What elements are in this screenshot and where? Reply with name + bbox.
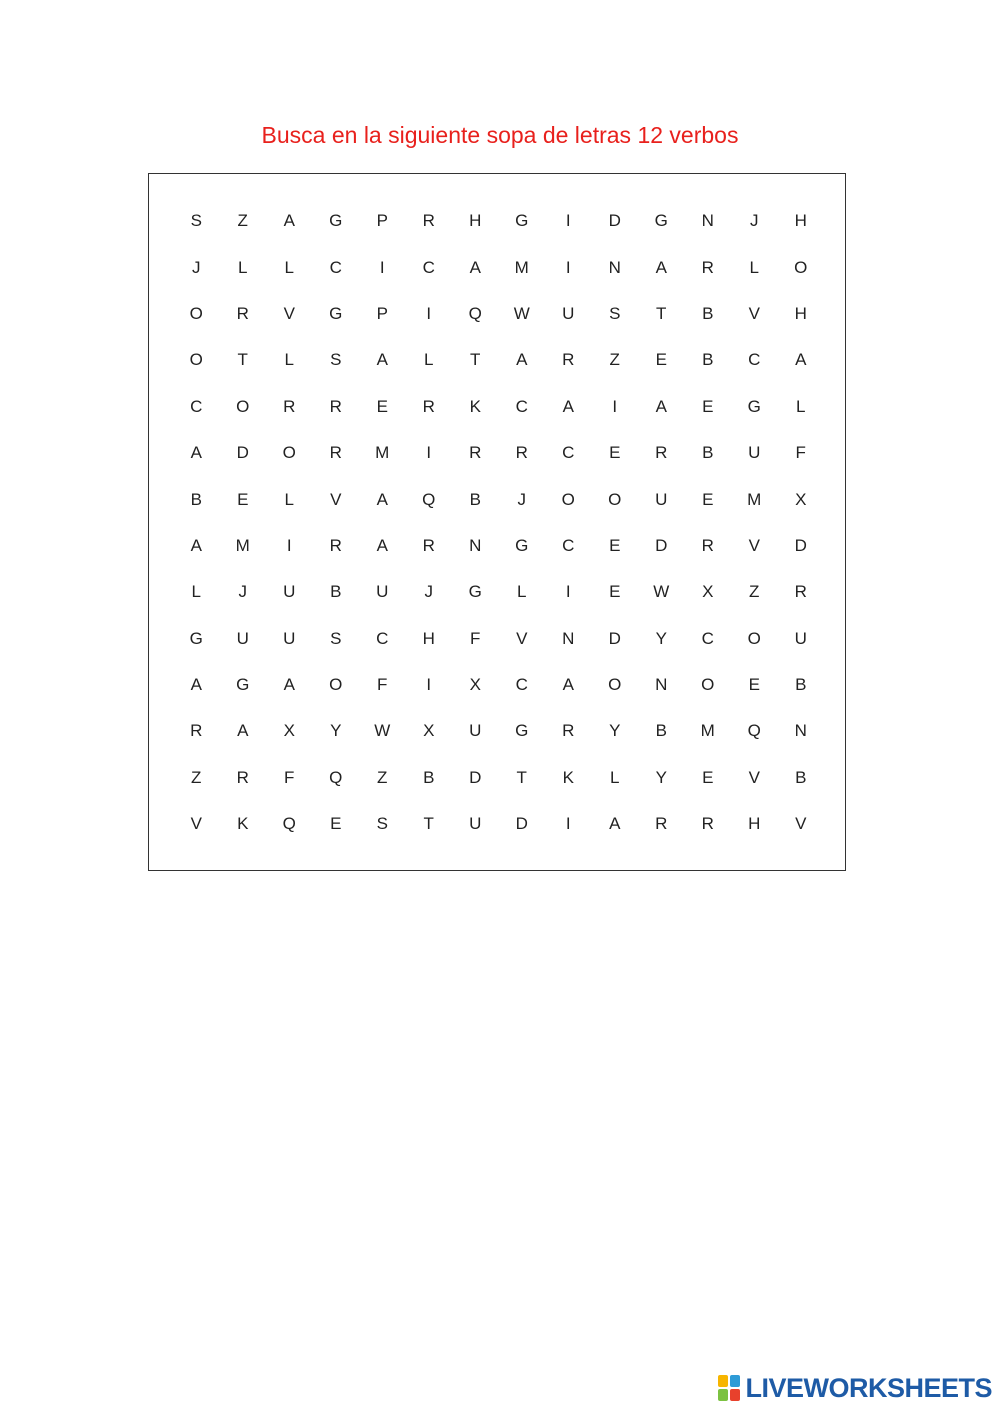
grid-letter[interactable]: M [375, 443, 390, 463]
grid-letter[interactable]: Q [468, 303, 482, 323]
grid-letter[interactable]: P [376, 211, 388, 231]
grid-letter[interactable]: T [656, 303, 667, 323]
logo-square [718, 1389, 728, 1401]
grid-letter[interactable]: R [794, 582, 807, 602]
grid-letter[interactable]: L [424, 350, 434, 370]
grid-letter[interactable]: A [237, 721, 249, 741]
grid-letter[interactable]: A [609, 814, 621, 834]
grid-letter[interactable]: R [562, 721, 575, 741]
grid-letter[interactable]: C [329, 257, 342, 277]
grid-letter[interactable]: G [468, 582, 482, 602]
grid-letter[interactable]: X [283, 721, 295, 741]
grid-letter[interactable]: U [283, 628, 296, 648]
grid-letter[interactable]: R [701, 257, 714, 277]
grid-letter[interactable]: B [469, 489, 481, 509]
grid-letter[interactable]: L [191, 582, 201, 602]
grid-letter[interactable]: H [422, 628, 435, 648]
grid-letter[interactable]: S [376, 814, 388, 834]
grid-letter[interactable]: G [747, 396, 761, 416]
grid-letter[interactable]: D [236, 443, 249, 463]
grid-letter[interactable]: C [515, 675, 528, 695]
grid-letter[interactable]: Q [282, 814, 296, 834]
grid-letter[interactable]: S [330, 350, 342, 370]
grid-letter[interactable]: C [376, 628, 389, 648]
word-search-box [148, 173, 846, 871]
grid-letter[interactable]: I [565, 814, 571, 834]
grid-letter[interactable]: R [655, 814, 668, 834]
grid-letter[interactable]: O [189, 350, 203, 370]
grid-letter[interactable]: V [283, 303, 295, 323]
grid-letter[interactable]: N [701, 211, 714, 231]
grid-letter[interactable]: I [612, 396, 618, 416]
grid-letter[interactable]: A [655, 257, 667, 277]
grid-letter[interactable]: I [379, 257, 385, 277]
grid-letter[interactable]: A [795, 350, 807, 370]
grid-letter[interactable]: R [190, 721, 203, 741]
grid-letter[interactable]: O [189, 303, 203, 323]
grid-letter[interactable]: U [562, 303, 575, 323]
grid-letter[interactable]: V [330, 489, 342, 509]
grid-letter[interactable]: E [609, 535, 621, 555]
grid-letter[interactable]: G [515, 211, 529, 231]
grid-letter[interactable]: D [515, 814, 528, 834]
grid-letter[interactable]: A [283, 675, 295, 695]
grid-letter[interactable]: R [655, 443, 668, 463]
grid-letter[interactable]: E [748, 675, 760, 695]
grid-letter[interactable]: Y [655, 767, 667, 787]
grid-letter[interactable]: T [423, 814, 434, 834]
grid-letter[interactable]: D [469, 767, 482, 787]
grid-letter[interactable]: W [513, 303, 530, 323]
grid-letter[interactable]: A [562, 675, 574, 695]
grid-letter[interactable]: C [562, 443, 575, 463]
grid-letter[interactable]: X [469, 675, 481, 695]
grid-letter[interactable]: S [190, 211, 202, 231]
liveworksheets-logo-icon [717, 1374, 741, 1402]
grid-letter[interactable]: J [750, 211, 759, 231]
grid-letter[interactable]: W [374, 721, 391, 741]
grid-letter[interactable]: E [330, 814, 342, 834]
grid-letter[interactable]: D [608, 628, 621, 648]
grid-letter[interactable]: M [514, 257, 529, 277]
grid-letter[interactable]: Y [330, 721, 342, 741]
grid-letter[interactable]: L [749, 257, 759, 277]
grid-letter[interactable]: B [190, 489, 202, 509]
grid-letter[interactable]: V [748, 767, 760, 787]
grid-letter[interactable]: U [469, 814, 482, 834]
grid-letter[interactable]: Q [747, 721, 761, 741]
grid-letter[interactable]: R [236, 303, 249, 323]
grid-letter[interactable]: A [376, 535, 388, 555]
grid-letter[interactable]: A [283, 211, 295, 231]
grid-letter[interactable]: B [795, 675, 807, 695]
grid-letter[interactable]: B [702, 303, 714, 323]
grid-letter[interactable]: E [655, 350, 667, 370]
grid-letter[interactable]: R [422, 535, 435, 555]
grid-letter[interactable]: N [655, 675, 668, 695]
grid-letter[interactable]: Y [655, 628, 667, 648]
logo-square [730, 1375, 740, 1387]
grid-letter[interactable]: U [655, 489, 668, 509]
grid-letter[interactable]: X [702, 582, 714, 602]
grid-letter[interactable]: H [748, 814, 761, 834]
grid-letter[interactable]: O [561, 489, 575, 509]
grid-letter[interactable]: R [701, 535, 714, 555]
grid-letter[interactable]: J [238, 582, 247, 602]
grid-letter[interactable]: U [794, 628, 807, 648]
grid-letter[interactable]: G [654, 211, 668, 231]
worksheet-title: Busca en la siguiente sopa de letras 12 verbos [261, 122, 739, 148]
grid-letter[interactable]: D [794, 535, 807, 555]
grid-letter[interactable]: O [794, 257, 808, 277]
grid-letter[interactable]: F [377, 675, 388, 695]
grid-letter[interactable]: C [422, 257, 435, 277]
grid-letter[interactable]: B [655, 721, 667, 741]
grid-letter[interactable]: E [702, 489, 714, 509]
grid-letter[interactable]: M [700, 721, 715, 741]
grid-letter[interactable]: T [516, 767, 527, 787]
grid-letter[interactable]: Z [377, 767, 388, 787]
grid-letter[interactable]: R [515, 443, 528, 463]
grid-letter[interactable]: G [189, 628, 203, 648]
grid-letter[interactable]: S [609, 303, 621, 323]
grid-letter[interactable]: E [702, 396, 714, 416]
grid-letter[interactable]: L [238, 257, 248, 277]
grid-letter[interactable]: Z [609, 350, 620, 370]
grid-letter[interactable]: K [237, 814, 249, 834]
grid-letter[interactable]: C [562, 535, 575, 555]
grid-letter[interactable]: G [329, 211, 343, 231]
grid-letter[interactable]: R [329, 396, 342, 416]
grid-letter[interactable]: E [609, 582, 621, 602]
grid-letter[interactable]: V [748, 303, 760, 323]
grid-letter[interactable]: D [655, 535, 668, 555]
grid-letter[interactable]: R [422, 211, 435, 231]
grid-letter[interactable]: I [565, 211, 571, 231]
grid-letter[interactable]: F [284, 767, 295, 787]
grid-letter[interactable]: S [330, 628, 342, 648]
grid-letter[interactable]: G [515, 721, 529, 741]
grid-letter[interactable]: N [794, 721, 807, 741]
grid-letter[interactable]: L [284, 350, 294, 370]
grid-letter[interactable]: I [426, 443, 432, 463]
grid-letter[interactable]: I [426, 303, 432, 323]
grid-letter[interactable]: N [562, 628, 575, 648]
grid-letter[interactable]: L [284, 489, 294, 509]
grid-letter[interactable]: T [470, 350, 481, 370]
grid-letter[interactable]: B [423, 767, 435, 787]
grid-letter[interactable]: O [747, 628, 761, 648]
grid-letter[interactable]: H [469, 211, 482, 231]
grid-letter[interactable]: A [655, 396, 667, 416]
logo-square [718, 1375, 728, 1387]
grid-letter[interactable]: I [565, 582, 571, 602]
grid-letter[interactable]: F [470, 628, 481, 648]
grid-letter[interactable]: L [796, 396, 806, 416]
brand-text: LIVEWORKSHEETS [745, 1373, 992, 1403]
grid-letter[interactable]: X [795, 489, 807, 509]
grid-letter[interactable]: V [795, 814, 807, 834]
grid-letter[interactable]: O [329, 675, 343, 695]
grid-letter[interactable]: E [609, 443, 621, 463]
grid-letter[interactable]: A [516, 350, 528, 370]
grid-letter[interactable]: Q [422, 489, 436, 509]
grid-letter[interactable]: A [562, 396, 574, 416]
grid-letter[interactable]: A [376, 489, 388, 509]
grid-letter[interactable]: O [701, 675, 715, 695]
grid-letter[interactable]: E [702, 767, 714, 787]
grid-letter[interactable]: Q [329, 767, 343, 787]
grid-letter[interactable]: Y [609, 721, 621, 741]
grid-letter[interactable]: N [469, 535, 482, 555]
grid-letter[interactable]: U [748, 443, 761, 463]
grid-letter[interactable]: A [190, 443, 202, 463]
grid-letter[interactable]: I [426, 675, 432, 695]
grid-letter[interactable]: F [795, 443, 806, 463]
grid-letter[interactable]: H [794, 303, 807, 323]
grid-letter[interactable]: K [469, 396, 481, 416]
grid-letter[interactable]: G [329, 303, 343, 323]
grid-letter[interactable]: N [608, 257, 621, 277]
grid-letter[interactable]: E [376, 396, 388, 416]
grid-letter[interactable]: Z [191, 767, 202, 787]
grid-letter[interactable]: U [236, 628, 249, 648]
grid-letter[interactable]: O [608, 489, 622, 509]
liveworksheets-brand [717, 1371, 992, 1405]
logo-square [730, 1389, 740, 1401]
grid-letter[interactable]: R [422, 396, 435, 416]
grid-letter[interactable]: X [423, 721, 435, 741]
grid-letter[interactable]: T [237, 350, 248, 370]
grid-letter[interactable]: B [795, 767, 807, 787]
grid-letter[interactable]: Z [749, 582, 760, 602]
grid-letter[interactable]: I [565, 257, 571, 277]
grid-letter[interactable]: C [515, 396, 528, 416]
grid-letter[interactable]: R [701, 814, 714, 834]
grid-letter[interactable]: W [653, 582, 670, 602]
grid-letter[interactable]: V [516, 628, 528, 648]
grid-letter[interactable]: I [286, 535, 292, 555]
grid-letter[interactable]: C [748, 350, 761, 370]
grid-letter[interactable]: H [794, 211, 807, 231]
grid-letter[interactable]: P [376, 303, 388, 323]
grid-letter[interactable]: R [562, 350, 575, 370]
grid-letter[interactable]: R [469, 443, 482, 463]
grid-letter[interactable]: A [469, 257, 481, 277]
grid-letter[interactable]: U [283, 582, 296, 602]
grid-letter[interactable]: C [701, 628, 714, 648]
grid-letter[interactable]: C [190, 396, 203, 416]
grid-letter[interactable]: L [284, 257, 294, 277]
grid-letter[interactable]: U [469, 721, 482, 741]
grid-letter[interactable]: R [329, 443, 342, 463]
grid-letter[interactable]: J [424, 582, 433, 602]
grid-letter[interactable]: Z [237, 211, 248, 231]
grid-letter[interactable]: O [608, 675, 622, 695]
grid-letter[interactable]: B [330, 582, 342, 602]
grid-letter[interactable]: M [235, 535, 250, 555]
grid-letter[interactable]: R [329, 535, 342, 555]
grid-letter[interactable]: L [517, 582, 527, 602]
grid-letter[interactable]: K [562, 767, 574, 787]
grid-letter[interactable]: B [702, 350, 714, 370]
grid-letter[interactable]: R [283, 396, 296, 416]
grid-letter[interactable]: L [610, 767, 620, 787]
grid-letter[interactable]: A [190, 675, 202, 695]
grid-letter[interactable]: E [237, 489, 249, 509]
grid-letter[interactable]: O [236, 396, 250, 416]
grid-letter[interactable]: D [608, 211, 621, 231]
grid-letter[interactable]: O [282, 443, 296, 463]
grid-letter[interactable]: V [190, 814, 202, 834]
grid-letter[interactable]: J [192, 257, 201, 277]
grid-letter[interactable]: M [747, 489, 762, 509]
grid-letter[interactable]: G [236, 675, 250, 695]
grid-letter[interactable]: B [702, 443, 714, 463]
grid-letter[interactable]: A [376, 350, 388, 370]
grid-letter[interactable]: U [376, 582, 389, 602]
word-search-grid[interactable] [173, 198, 824, 847]
grid-letter[interactable]: J [517, 489, 526, 509]
grid-letter[interactable]: V [748, 535, 760, 555]
grid-letter[interactable]: G [515, 535, 529, 555]
grid-letter[interactable]: R [236, 767, 249, 787]
grid-letter[interactable]: A [190, 535, 202, 555]
